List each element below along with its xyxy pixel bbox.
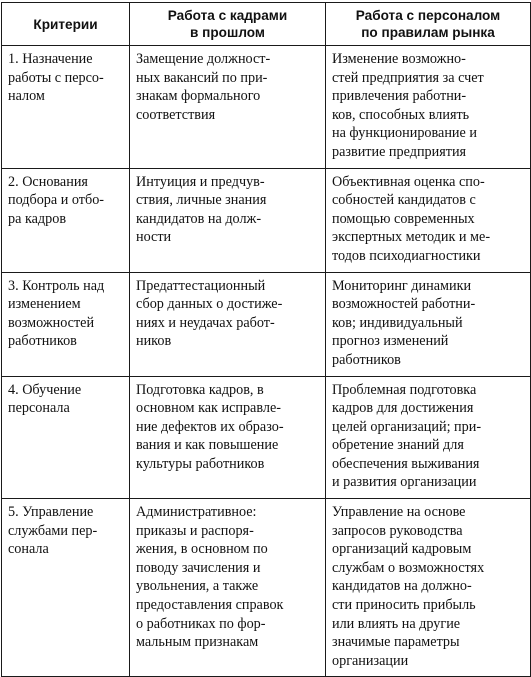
cell-line: возможностей [8, 314, 95, 331]
cell-line: поводу зачисления и [136, 559, 261, 576]
cell-line: обретение знаний для [332, 437, 464, 454]
header-line: в прошлом [190, 25, 265, 40]
cell-line: ников [136, 333, 172, 350]
criterion-cell [2, 376, 130, 499]
cell-line: тодов психодиагностики [332, 247, 481, 264]
cell-line: ков, способных влиять [332, 106, 470, 123]
cell-line: сбор данных о достиже- [136, 296, 283, 313]
criterion-cell [2, 499, 130, 677]
cell-line: Изменение возможно- [332, 51, 466, 67]
cell-line: жения, в основном по [136, 541, 268, 558]
cell-line: Мониторинг динамики [332, 277, 472, 294]
table-header [2, 3, 531, 46]
cell-line: обеспечения выживания [332, 455, 480, 472]
cell-line: экспертных методик и ме- [332, 229, 491, 246]
cell-line: основном как исправле- [136, 400, 281, 417]
cell-line: 3. Контроль над [8, 277, 105, 294]
cell-line: 2. Основания [8, 173, 88, 190]
cell-line: Проблемная подготовка [332, 381, 477, 398]
header-market-hr [326, 3, 531, 46]
cell-line: прогноз изменений [332, 333, 449, 350]
cell-line: работников [8, 333, 77, 350]
table-row [2, 376, 531, 499]
cell-line: мальным признакам [136, 634, 259, 651]
cell-line: организации [332, 652, 409, 669]
header-row [2, 3, 531, 46]
table-row [2, 46, 531, 169]
cell-line: Замещение должност- [136, 51, 271, 67]
table-body [2, 46, 531, 677]
header-line: Критерии [33, 16, 98, 32]
cell-line: налом [8, 88, 45, 105]
cell-line: сонала [8, 541, 49, 558]
cell-line: приказы и распоря- [136, 522, 254, 539]
cell-line: ных вакансий по при- [136, 69, 268, 86]
cell-line: организаций кадровым [332, 541, 472, 558]
cell-line: помощью современных [332, 210, 475, 227]
past-practice-cell [130, 376, 326, 499]
cell-line: кадров для достижения [332, 400, 474, 417]
cell-line: ние дефектов их образо- [136, 418, 284, 435]
table-row [2, 499, 531, 677]
cell-line: службами пер- [8, 522, 98, 539]
cell-line: или влиять на другие [332, 615, 461, 632]
comparison-table [1, 2, 531, 677]
table-row [2, 272, 531, 376]
cell-line: работы с персо- [8, 69, 104, 86]
cell-line: стей предприятия за счет [332, 69, 484, 86]
cell-line: сти приносить прибыль [332, 597, 476, 614]
past-practice-cell [130, 46, 326, 169]
past-practice-cell [130, 168, 326, 272]
table-row [2, 168, 531, 272]
cell-line: Подготовка кадров, в [136, 381, 264, 398]
cell-line: ков; индивидуальный [332, 314, 463, 331]
cell-line: кандидатов на должно- [332, 578, 472, 595]
header-past-hr [130, 3, 326, 46]
cell-line: 1. Назначение [8, 51, 93, 67]
cell-line: 4. Обучение [8, 381, 82, 398]
market-practice-cell [326, 168, 531, 272]
header-line: Работа с персоналом [355, 8, 501, 23]
market-practice-cell [326, 46, 531, 169]
criterion-cell [2, 272, 130, 376]
cell-line: и развития организации [332, 474, 477, 491]
cell-line: целей организаций; при- [332, 418, 482, 435]
header-line: Работа с кадрами [167, 8, 288, 23]
cell-line: службам о возможностях [332, 559, 485, 576]
cell-line: Интуиция и предчув- [136, 173, 265, 190]
cell-line: изменением [8, 296, 81, 313]
criterion-cell [2, 46, 130, 169]
cell-line: значимые параметры [332, 634, 460, 651]
cell-line: возможностей работни- [332, 296, 476, 313]
cell-line: собностей кандидатов с [332, 192, 476, 209]
market-practice-cell [326, 376, 531, 499]
cell-line: ности [136, 229, 172, 246]
cell-line: Административное: [136, 504, 257, 521]
cell-line: запросов руководства [332, 522, 463, 539]
cell-line: работников [332, 351, 401, 368]
cell-line: кандидатов на долж- [136, 210, 262, 227]
cell-line: увольнения, а также [136, 578, 259, 595]
cell-line: 5. Управление [8, 504, 94, 521]
cell-line: вания и как повышение [136, 437, 279, 454]
cell-line: ра кадров [8, 210, 67, 227]
cell-line: подбора и отбо- [8, 192, 105, 209]
cell-line: персонала [8, 400, 70, 417]
cell-line: Предаттестационный [136, 277, 266, 294]
cell-line: культуры работников [136, 455, 265, 472]
cell-line: соответствия [136, 106, 216, 123]
header-line: по правилам рынка [361, 25, 495, 40]
market-practice-cell [326, 272, 531, 376]
cell-line: на функционирование и [332, 125, 477, 142]
past-practice-cell [130, 499, 326, 677]
cell-line: ниях и неудачах работ- [136, 314, 275, 331]
cell-line: Объективная оценка спо- [332, 173, 485, 190]
criterion-cell [2, 168, 130, 272]
past-practice-cell [130, 272, 326, 376]
cell-line: Управление на основе [332, 504, 466, 521]
cell-line: привлечения работни- [332, 88, 467, 105]
cell-line: ствия, личные знания [136, 192, 267, 209]
header-criteria [2, 3, 130, 46]
cell-line: знакам формального [136, 88, 261, 105]
cell-line: о работниках по фор- [136, 615, 266, 632]
cell-line: предоставления справок [136, 597, 284, 614]
cell-line: развитие предприятия [332, 143, 467, 160]
market-practice-cell [326, 499, 531, 677]
